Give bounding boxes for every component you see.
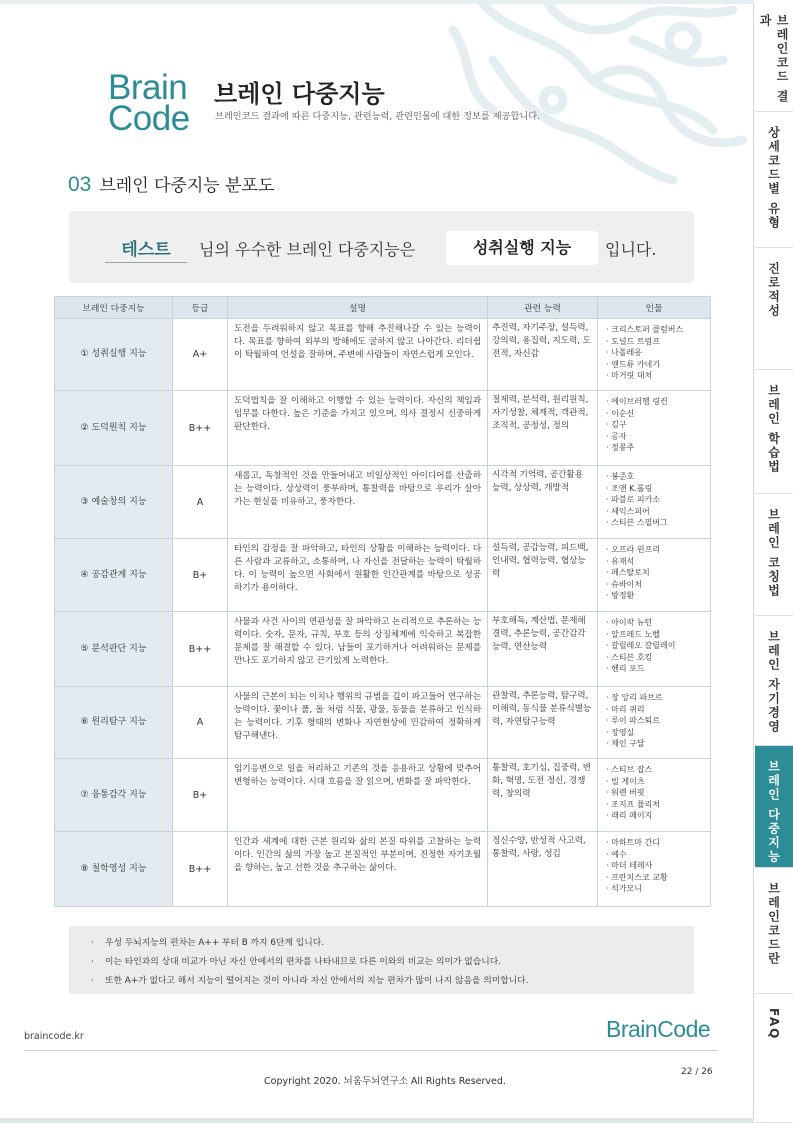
col-header-grade: 등급	[173, 297, 228, 319]
intelligence-description: 도전을 두려워하지 않고 목표를 향해 추진해나갈 수 있는 능력이다. 목표를 향하여 외부의 방해에도 굴하지 않고 나아간다. 리더쉽이 탁월하여 언설을 잘하며, 주변에 사람들이 자연스럽게 모인다.	[228, 319, 488, 391]
sidebar	[755, 0, 793, 1123]
person-item: · 조지프 퓰리처	[606, 799, 705, 811]
sidebar-tab-label: 브레인코드란	[766, 882, 781, 966]
user-name: 테스트	[105, 235, 187, 263]
intelligence-name: ④ 공감관계 지능	[55, 539, 173, 612]
related-people	[598, 832, 711, 907]
intelligence-grade: B+	[173, 539, 228, 612]
intelligence-name: ⑧ 철학영성 지능	[55, 832, 173, 907]
intelligence-grade: B++	[173, 612, 228, 687]
related-people	[598, 391, 711, 466]
person-item: · 앤드류 카네기	[606, 359, 705, 371]
person-item: · 유재석	[606, 556, 705, 568]
top-intelligence-badge: 성취실행 지능	[446, 231, 598, 265]
intelligence-grade: A	[173, 466, 228, 539]
intelligence-name: ③ 예술창의 지능	[55, 466, 173, 539]
sidebar-tab-label: 브레인 학습법	[766, 384, 781, 475]
col-header-people: 인물	[598, 297, 711, 319]
sidebar-tab-3[interactable]	[755, 248, 793, 370]
person-item: · 마하트마 간디	[606, 837, 705, 849]
intelligence-name: ② 도덕원칙 지능	[55, 391, 173, 466]
person-item: · 제인 구달	[606, 738, 705, 750]
note-item: · 우성 두뇌지능의 편차는 A++ 부터 B 까지 6단계 입니다.	[91, 938, 325, 948]
table-row	[55, 466, 711, 539]
sidebar-tab-9[interactable]	[755, 994, 793, 1123]
brain-decoration-icon	[433, 0, 753, 190]
related-abilities: 통찰력, 호기심, 집중력, 변화, 혁명, 도전 정신, 경쟁력, 창의력	[488, 759, 598, 832]
page-number: 22 / 26	[681, 1067, 713, 1077]
person-item: · 오프라 윈프리	[606, 544, 705, 556]
person-item: · 마거릿 대처	[606, 370, 705, 382]
footer-bar	[0, 1118, 754, 1123]
person-item: · 장 앙리 파브르	[606, 692, 705, 704]
logo-line-2: Code	[108, 99, 190, 138]
person-item: · 조앤 K.롤링	[606, 483, 705, 495]
related-people	[598, 759, 711, 832]
person-item: · 페스탈로치	[606, 567, 705, 579]
intelligence-name: ⑦ 융통감각 지능	[55, 759, 173, 832]
section-title	[68, 171, 274, 197]
footer-divider	[24, 1050, 718, 1051]
intelligence-description: 도덕법칙을 잘 이해하고 이행할 수 있는 능력이다. 자신의 책임과 임무를 다한다. 높은 기준을 가지고 있으며, 의사 결정시 신중하게 판단한다.	[228, 391, 488, 466]
person-item: · 스티브 잡스	[606, 764, 705, 776]
related-abilities: 시각적 기억력, 공간활용 능력, 상상력, 개방적	[488, 466, 598, 539]
person-item: · 스티븐 호킹	[606, 652, 705, 664]
table-row	[55, 832, 711, 907]
related-abilities: 추진력, 자기주장, 설득력, 강의력, 용집력, 지도력, 도전적, 자신감	[488, 319, 598, 391]
sidebar-tab-5[interactable]	[755, 494, 793, 616]
intelligence-grade: B++	[173, 832, 228, 907]
person-item: · 장영실	[606, 727, 705, 739]
table-row	[55, 391, 711, 466]
intelligence-table	[54, 296, 711, 907]
person-item: · 에이브러햄 링컨	[606, 396, 705, 408]
person-item: · 슈바이처	[606, 579, 705, 591]
table-row	[55, 687, 711, 759]
col-header-description: 설명	[228, 297, 488, 319]
intelligence-name: ⑤ 분석판단 지능	[55, 612, 173, 687]
related-abilities: 관찰력, 추론능력, 탐구력, 이해력, 동식물 분류식별능력, 자연탐구능력	[488, 687, 598, 759]
copyright: Copyright 2020. 뇌움두뇌연구소 All Rights Reserved.	[264, 1076, 506, 1087]
intelligence-description: 임기응변으로 일을 처리하고 기존의 것을 응용하고 상황에 맞추어 변형하는 능력이다. 시대 흐름을 잘 읽으며, 변화를 잘 파악한다.	[228, 759, 488, 832]
sidebar-tab-label: 브레인 다중지능	[766, 760, 781, 865]
person-item: · 나폴레옹	[606, 347, 705, 359]
table-row	[55, 612, 711, 687]
related-abilities: 부호해독, 계산법, 문제해결력, 추론능력, 공간감각능력, 연산능력	[488, 612, 598, 687]
person-item: · 크리스토퍼 콜럼버스	[606, 324, 705, 336]
person-item: · 공자	[606, 431, 705, 443]
banner-middle-text: 님의 우수한 브레인 다중지능은	[199, 240, 416, 259]
intelligence-description: 새롭고, 독창적인 것을 만들어내고 비일상적인 아이디어를 산출하는 능력이다. 상상력이 풍부하며, 통찰력을 바탕으로 우리가 살아가는 현실을 비유하고, 풍자한다.	[228, 466, 488, 539]
related-abilities: 정신수양, 반성적 사고력, 통찰력, 사랑, 성김	[488, 832, 598, 907]
sidebar-tab-label: 진로적성	[766, 262, 781, 318]
sidebar-tab-7[interactable]	[755, 746, 793, 868]
person-item: · 루이 파스퇴르	[606, 715, 705, 727]
person-item: · 방정환	[606, 590, 705, 602]
person-item: · 이순신	[606, 408, 705, 420]
page-subtitle: 브레인코드 결과에 따른 다중지능, 관련능력, 관련인물에 대한 정보를 제공합니다.	[215, 111, 541, 122]
intelligence-description: 인간과 세계에 대한 근본 원리와 삶의 본질 따위를 고찰하는 능력이다. 인간의 삶의 가장 높고 본질적인 부분이며, 진정한 자기초월을 향하는, 높고 선한 것을 추구하는 삶이다.	[228, 832, 488, 907]
sidebar-tab-1[interactable]	[755, 0, 793, 112]
table-row	[55, 319, 711, 391]
sidebar-tab-label: FAQ	[767, 1008, 781, 1041]
person-item: · 석가모니	[606, 883, 705, 895]
intelligence-name: ① 성취실행 지능	[55, 319, 173, 391]
intelligence-description: 사물과 사건 사이의 연관성을 잘 파악하고 논리적으로 추론하는 능력이다. 숫자, 문자, 규칙, 부호 등의 상징체계에 익숙하고 복잡한 문제를 잘 해결할 수 있다. 남들이 포기하거나 어려워하는 문제를 만나도 포기하지 않고 끈기있게 노력한다.	[228, 612, 488, 687]
table-row	[55, 759, 711, 832]
person-item: · 파블로 피카소	[606, 494, 705, 506]
intelligence-description: 사물의 근본이 되는 이치나 행위의 규범을 깊이 파고들어 연구하는 능력이다. 꽃이나 풀, 돌 처럼 식물, 광물, 동물을 분류하고 인식하는 능력이다. 기후 형태의 변화나 자연현상에 민감하여 정확하게 탐구해낸다.	[228, 687, 488, 759]
section-number: 03	[68, 173, 92, 196]
intelligence-name: ⑥ 원리탐구 지능	[55, 687, 173, 759]
site-url[interactable]: braincode.kr	[24, 1031, 84, 1042]
sidebar-tab-2[interactable]	[755, 112, 793, 248]
sidebar-tab-label: 브레인 코칭법	[766, 508, 781, 599]
sidebar-tab-label: 브레인 자기경영	[766, 630, 781, 735]
person-item: · 프란치스코 교황	[606, 872, 705, 884]
person-item: · 래리 페이지	[606, 810, 705, 822]
related-people	[598, 466, 711, 539]
person-item: · 봉준호	[606, 471, 705, 483]
person-item: · 헨리 포드	[606, 663, 705, 675]
sidebar-tab-6[interactable]	[755, 616, 793, 746]
related-people	[598, 687, 711, 759]
person-item: · 마더 테레사	[606, 860, 705, 872]
banner-end-text: 입니다.	[605, 240, 657, 259]
sidebar-tab-label: 상세코드별 유형	[766, 126, 781, 231]
col-header-abilities: 관련 능력	[488, 297, 598, 319]
person-item: · 정몽주	[606, 442, 705, 454]
person-item: · 셰익스피어	[606, 506, 705, 518]
sidebar-tab-8[interactable]	[755, 868, 793, 994]
person-item: · 빌 게이츠	[606, 776, 705, 788]
footer-logo: BrainCode	[606, 1016, 711, 1042]
page-title: 브레인 다중지능	[214, 80, 385, 108]
related-abilities: 설득력, 공감능력, 피드백, 인내력, 협력능력, 협상능력	[488, 539, 598, 612]
note-item: · 이는 타인과의 상대 비교가 아닌 자신 안에서의 편차를 나타내므로 다른 이와의 비교는 의미가 없습니다.	[91, 957, 502, 967]
notes-box	[69, 926, 694, 994]
person-item: · 도널드 트럼프	[606, 336, 705, 348]
person-item: · 예수	[606, 849, 705, 861]
related-people	[598, 319, 711, 391]
person-item: · 아이작 뉴턴	[606, 617, 705, 629]
intelligence-description: 타인의 감정을 잘 파악하고, 타인의 상황을 이해하는 능력이다. 다른 사람과 교류하고, 소통하며, 나 자신을 전달하는 능력이 탁월하다. 이 능력이 높으면 사회에서 원활한 인간관계를 바탕으로 성공 하기가 용이하다.	[228, 539, 488, 612]
person-item: · 갈릴레오 갈릴레이	[606, 640, 705, 652]
person-item: · 마리 퀴리	[606, 704, 705, 716]
col-header-intelligence: 브레인 다중지능	[55, 297, 173, 319]
intelligence-grade: A+	[173, 319, 228, 391]
logo-line-1: Brain	[108, 68, 188, 107]
person-item: · 김구	[606, 419, 705, 431]
table-row	[55, 539, 711, 612]
braincode-logo	[108, 68, 200, 138]
person-item: · 스티븐 스필버그	[606, 517, 705, 529]
person-item: · 알프레드 노벨	[606, 629, 705, 641]
table-header-row	[55, 297, 711, 319]
section-title-text: 브레인 다중지능 분포도	[99, 176, 275, 196]
result-banner	[69, 211, 694, 283]
sidebar-tab-4[interactable]	[755, 370, 793, 494]
related-people	[598, 612, 711, 687]
related-people	[598, 539, 711, 612]
intelligence-grade: A	[173, 687, 228, 759]
related-abilities: 절제력, 분석력, 원리원칙, 자기성찰, 체계적, 객관적, 조직적, 공정성, 정의	[488, 391, 598, 466]
person-item: · 워렌 버핏	[606, 787, 705, 799]
sidebar-tab-label: 브레인코드 결과	[758, 14, 789, 105]
intelligence-grade: B+	[173, 759, 228, 832]
intelligence-grade: B++	[173, 391, 228, 466]
note-item: · 또한 A+가 없다고 해서 지능이 떨어지는 것이 아니라 자신 안에서의 지능 편차가 많이 나지 않음을 의미합니다.	[91, 976, 529, 986]
